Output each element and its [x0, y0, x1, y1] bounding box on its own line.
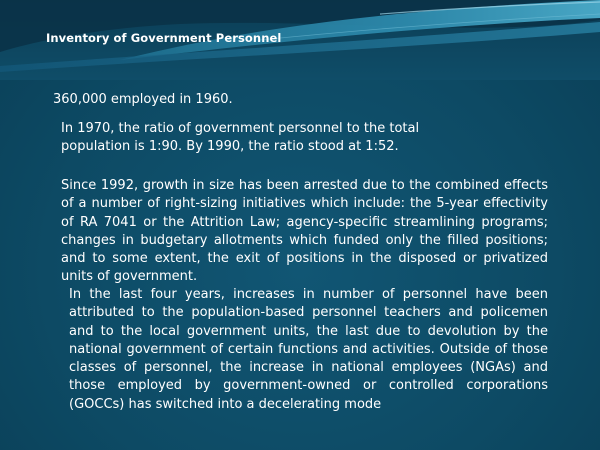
paragraph-growth-arrested: Since 1992, growth in size has been arrested due to the combined effects of a number of right-sizing initiatives which include: the 5-year effectivity of RA 7041 or the Attrition Law; agency-specific streamlining programs; changes in budgetary allotments which funded only the filled positions; and to some extent, the exit of positions in the disposed or privatized units of government. [61, 178, 548, 285]
paragraph-personnel-ratio: In 1970, the ratio of government personnel to the total population is 1:90. By 1990, the ratio stood at 1:52. [61, 121, 420, 154]
paragraph-recent-increases: In the last four years, increases in number of personnel have been attributed to the population-based personnel teachers and policemen and to the local government units, the last due to devolution by the national government of certain functions and activities. Outside of those classes of personnel, the increase in national employees (NGAs) and those employed by government-owned or controlled corporations (GOCCs) has switched into a decelerating mode [69, 287, 548, 412]
slide-title: Inventory of Government Personnel [46, 31, 282, 45]
paragraph-1960-employment: 360,000 employed in 1960. [53, 92, 233, 107]
